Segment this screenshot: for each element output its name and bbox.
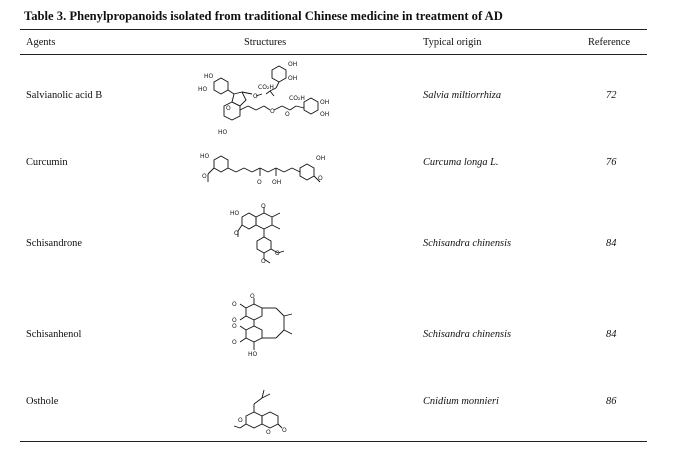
- header-reference: Reference: [588, 37, 631, 48]
- table-header-rule: [20, 54, 647, 55]
- structure-schisandrone: [228, 205, 318, 290]
- reference-number: 84: [606, 238, 617, 249]
- structure-label: OH: [272, 179, 282, 186]
- structure-label: O: [257, 179, 262, 186]
- reference-number: 86: [606, 396, 617, 407]
- structure-label: O: [238, 417, 243, 424]
- structure-label: O: [250, 293, 255, 300]
- table-bottom-rule: [20, 441, 647, 442]
- structure-curcumin: [198, 150, 338, 190]
- structure-label: HO: [248, 351, 258, 358]
- structure-label: HO: [218, 129, 228, 136]
- structure-label: O: [226, 105, 231, 112]
- structure-label: CO₂H: [289, 95, 305, 102]
- typical-origin: Salvia miltiorrhiza: [423, 90, 502, 101]
- agent-name: Schisandrone: [26, 238, 82, 249]
- structure-label: O: [232, 317, 237, 324]
- structure-label: O: [232, 323, 237, 330]
- agent-name: Osthole: [26, 396, 59, 407]
- structure-label: OH: [320, 111, 330, 118]
- structure-label: OH: [288, 75, 298, 82]
- structure-label: CO₂H: [258, 84, 274, 91]
- header-typical-origin: Typical origin: [423, 37, 482, 48]
- reference-number: 76: [606, 157, 617, 168]
- structure-label: O: [253, 93, 258, 100]
- structure-label: HO: [200, 153, 210, 160]
- agent-name: Curcumin: [26, 157, 68, 168]
- structure-label: O: [285, 111, 290, 118]
- structure-label: OH: [288, 61, 298, 68]
- structure-label: O: [261, 203, 266, 210]
- table-caption: Table 3. Phenylpropanoids isolated from traditional Chinese medicine in treatment of AD: [24, 9, 503, 23]
- structure-label: O: [318, 175, 323, 182]
- header-structures: Structures: [244, 37, 287, 48]
- structure-label: O: [270, 108, 275, 115]
- structure-label: HO: [204, 73, 214, 80]
- typical-origin: Schisandra chinensis: [423, 329, 512, 340]
- structure-label: HO: [230, 210, 240, 217]
- structure-schisanhenol: [226, 294, 316, 379]
- structure-label: O: [266, 429, 271, 436]
- table-top-rule: [20, 29, 647, 30]
- structure-label: OH: [316, 155, 326, 162]
- structure-label: O: [261, 258, 266, 265]
- reference-number: 84: [606, 329, 617, 340]
- agent-name: Salvianolic acid B: [26, 90, 103, 101]
- agent-name: Schisanhenol: [26, 329, 82, 340]
- header-agents: Agents: [26, 37, 56, 48]
- typical-origin: Curcuma longa L.: [423, 157, 499, 168]
- structure-label: OH: [320, 99, 330, 106]
- structure-label: O: [202, 173, 207, 180]
- typical-origin: Cnidium monnieri: [423, 396, 499, 407]
- structure-salvianolic-acid-b: [196, 60, 346, 140]
- structure-label: O: [234, 230, 239, 237]
- structure-label: HO: [198, 86, 208, 93]
- reference-number: 72: [606, 90, 617, 101]
- structure-label: O: [232, 301, 237, 308]
- structure-label: O: [282, 427, 287, 434]
- typical-origin: Schisandra chinensis: [423, 238, 512, 249]
- structure-label: O: [275, 250, 280, 257]
- structure-osthole: [226, 382, 316, 440]
- structure-label: O: [232, 339, 237, 346]
